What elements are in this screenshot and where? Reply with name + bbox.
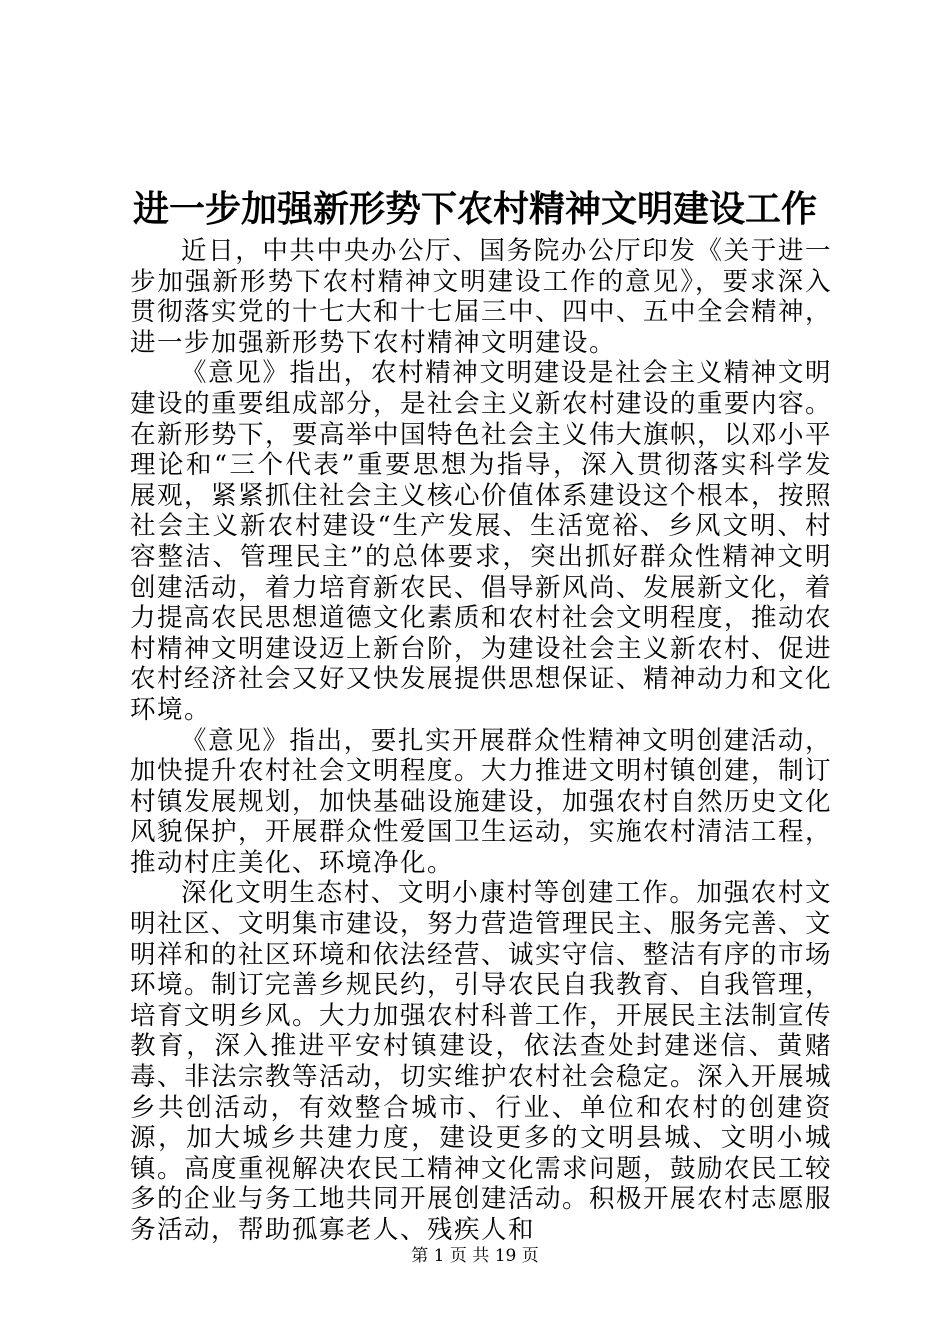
paragraph: 《意见》指出，农村精神文明建设是社会主义精神文明建设的重要组成部分，是社会主义新农村建设的重要内容。在新形势下，要高举中国特色社会主义伟大旗帜，以邓小平理论和“三个代表”重要思想为指导，深入贯彻落实科学发展观，紧紧抓住社会主义核心价值体系建设这个根本，按照社会主义新农村建设“生产发展、生活宽裕、乡风文明、村容整洁、管理民主”的总体要求，突出抓好群众性精神文明创建活动，着力培育新农民、倡导新风尚、发展新文化，着力提高农民思想道德文化素质和农村社会文明程度，推动农村精神文明建设迈上新台阶，为建设社会主义新农村、促进农村经济社会又好又快发展提供思想保证、精神动力和文化环境。 bbox=[130, 358, 833, 725]
document-body bbox=[130, 236, 832, 1246]
page-footer: 第 1 页 共 19 页 bbox=[411, 1246, 539, 1266]
paragraph: 近日，中共中央办公厅、国务院办公厅印发《关于进一步加强新形势下农村精神文明建设工作的意见》，要求深入贯彻落实党的十七大和十七届三中、四中、五中全会精神，进一步加强新形势下农村精神文明建设。 bbox=[130, 236, 833, 358]
paragraph: 深化文明生态村、文明小康村等创建工作。加强农村文明社区、文明集市建设，努力营造管理民主、服务完善、文明祥和的社区环境和依法经营、诚实守信、整洁有序的市场环境。制订完善乡规民约，引导农民自我教育、自我管理，培育文明乡风。大力加强农村科普工作，开展民主法制宣传教育，深入推进平安村镇建设，依法查处封建迷信、黄赌毒、非法宗教等活动，切实维护农村社会稳定。深入开展城乡共创活动，有效整合城市、行业、单位和农村的创建资源，加大城乡共建力度，建设更多的文明县城、文明小城镇。高度重视解决农民工精神文化需求问题，鼓励农民工较多的企业与务工地共同开展创建活动。积极开展农村志愿服务活动，帮助孤寡老人、残疾人和 bbox=[130, 878, 833, 1245]
document-title: 进一步加强新形势下农村精神文明建设工作 bbox=[132, 188, 817, 230]
paragraph: 《意见》指出，要扎实开展群众性精神文明创建活动，加快提升农村社会文明程度。大力推进文明村镇创建，制订村镇发展规划，加快基础设施建设，加强农村自然历史文化风貌保护，开展群众性爱国卫生运动，实施农村清洁工程，推动村庄美化、环境净化。 bbox=[130, 725, 833, 878]
